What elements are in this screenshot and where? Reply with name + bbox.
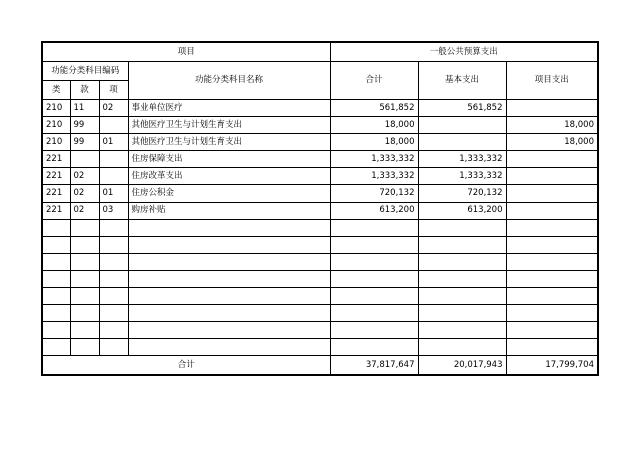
- name-cell: 住房改革支出: [128, 168, 330, 185]
- empty-cell: [42, 288, 70, 305]
- empty-cell: [330, 253, 418, 270]
- empty-cell: [330, 322, 418, 339]
- empty-cell: [128, 270, 330, 287]
- category-cell: 210: [42, 134, 70, 151]
- empty-cell: [99, 219, 128, 236]
- name-cell: 其他医疗卫生与计划生育支出: [128, 134, 330, 151]
- basic-cell: [418, 117, 506, 134]
- total-cell: 561,852: [330, 100, 418, 117]
- empty-cell: [70, 219, 99, 236]
- empty-cell: [70, 339, 99, 356]
- empty-cell: [99, 253, 128, 270]
- empty-cell: [99, 305, 128, 322]
- category-cell: 221: [42, 151, 70, 168]
- category-header: 类: [42, 81, 70, 100]
- project-cell: 18,000: [506, 134, 598, 151]
- empty-cell: [128, 322, 330, 339]
- general-budget-header: 一般公共预算支出: [330, 42, 598, 62]
- empty-cell: [418, 288, 506, 305]
- empty-cell: [330, 339, 418, 356]
- category-cell: 221: [42, 168, 70, 185]
- empty-cell: [418, 270, 506, 287]
- grand-project-cell: 17,799,704: [506, 356, 598, 376]
- function-code-header: 功能分类科目编码: [42, 62, 128, 81]
- empty-cell: [70, 236, 99, 253]
- empty-cell: [506, 339, 598, 356]
- empty-cell: [42, 253, 70, 270]
- category-cell: 221: [42, 202, 70, 219]
- budget-expenditure-table: [41, 41, 599, 376]
- item-cell: [99, 117, 128, 134]
- empty-cell: [506, 236, 598, 253]
- header-row-top: [42, 42, 598, 62]
- empty-cell: [99, 270, 128, 287]
- name-cell: 其他医疗卫生与计划生育支出: [128, 117, 330, 134]
- project-cell: [506, 151, 598, 168]
- total-header: 合计: [330, 62, 418, 100]
- item-cell: [99, 151, 128, 168]
- empty-cell: [330, 219, 418, 236]
- total-cell: 1,333,332: [330, 151, 418, 168]
- empty-cell: [128, 236, 330, 253]
- section-cell: 02: [70, 168, 99, 185]
- table-row: [42, 168, 598, 185]
- empty-cell: [506, 270, 598, 287]
- empty-cell: [42, 236, 70, 253]
- basic-cell: 1,333,332: [418, 168, 506, 185]
- empty-cell: [70, 322, 99, 339]
- item-cell: 02: [99, 100, 128, 117]
- table-row: [42, 117, 598, 134]
- empty-cell: [418, 236, 506, 253]
- empty-cell: [506, 305, 598, 322]
- section-cell: 11: [70, 100, 99, 117]
- project-cell: [506, 100, 598, 117]
- project-header: 项目: [42, 42, 330, 62]
- empty-row: [42, 270, 598, 287]
- empty-cell: [330, 288, 418, 305]
- empty-cell: [418, 219, 506, 236]
- empty-row: [42, 322, 598, 339]
- grand-total-cell: 37,817,647: [330, 356, 418, 376]
- empty-row: [42, 339, 598, 356]
- empty-cell: [99, 339, 128, 356]
- total-row: [42, 356, 598, 376]
- empty-row: [42, 236, 598, 253]
- table-row: [42, 185, 598, 202]
- section-cell: 99: [70, 117, 99, 134]
- total-cell: 18,000: [330, 117, 418, 134]
- table-row: [42, 100, 598, 117]
- empty-cell: [42, 219, 70, 236]
- empty-row: [42, 253, 598, 270]
- empty-cell: [506, 219, 598, 236]
- empty-cell: [70, 305, 99, 322]
- total-cell: 613,200: [330, 202, 418, 219]
- empty-cell: [128, 339, 330, 356]
- section-cell: [70, 151, 99, 168]
- total-cell: 18,000: [330, 134, 418, 151]
- item-cell: [99, 168, 128, 185]
- name-cell: 住房公积金: [128, 185, 330, 202]
- item-cell: 01: [99, 134, 128, 151]
- basic-cell: [418, 134, 506, 151]
- empty-cell: [42, 322, 70, 339]
- empty-row: [42, 219, 598, 236]
- section-cell: 99: [70, 134, 99, 151]
- project-expenditure-header: 项目支出: [506, 62, 598, 100]
- empty-cell: [418, 339, 506, 356]
- basic-cell: 561,852: [418, 100, 506, 117]
- empty-cell: [506, 288, 598, 305]
- function-name-header: 功能分类科目名称: [128, 62, 330, 100]
- empty-cell: [418, 253, 506, 270]
- empty-cell: [70, 253, 99, 270]
- total-label: 合计: [42, 356, 330, 376]
- empty-cell: [99, 288, 128, 305]
- total-cell: 720,132: [330, 185, 418, 202]
- total-cell: 1,333,332: [330, 168, 418, 185]
- table-row: [42, 202, 598, 219]
- grand-basic-cell: 20,017,943: [418, 356, 506, 376]
- empty-cell: [42, 339, 70, 356]
- item-cell: 01: [99, 185, 128, 202]
- empty-cell: [418, 305, 506, 322]
- empty-cell: [330, 236, 418, 253]
- empty-row: [42, 305, 598, 322]
- empty-cell: [418, 322, 506, 339]
- empty-cell: [128, 219, 330, 236]
- section-cell: 02: [70, 202, 99, 219]
- item-cell: 03: [99, 202, 128, 219]
- project-cell: [506, 185, 598, 202]
- empty-cell: [42, 270, 70, 287]
- category-cell: 210: [42, 117, 70, 134]
- table-row: [42, 134, 598, 151]
- name-cell: 购房补贴: [128, 202, 330, 219]
- empty-row: [42, 288, 598, 305]
- empty-cell: [42, 305, 70, 322]
- empty-cell: [99, 322, 128, 339]
- basic-expenditure-header: 基本支出: [418, 62, 506, 100]
- name-cell: 住房保障支出: [128, 151, 330, 168]
- item-header: 项: [99, 81, 128, 100]
- table-row: [42, 151, 598, 168]
- empty-cell: [70, 270, 99, 287]
- name-cell: 事业单位医疗: [128, 100, 330, 117]
- empty-cell: [330, 305, 418, 322]
- basic-cell: 1,333,332: [418, 151, 506, 168]
- basic-cell: 720,132: [418, 185, 506, 202]
- project-cell: [506, 168, 598, 185]
- empty-cell: [128, 305, 330, 322]
- header-row-middle: [42, 62, 598, 81]
- empty-cell: [330, 270, 418, 287]
- empty-cell: [506, 253, 598, 270]
- project-cell: [506, 202, 598, 219]
- empty-cell: [506, 322, 598, 339]
- empty-cell: [128, 253, 330, 270]
- category-cell: 221: [42, 185, 70, 202]
- empty-cell: [99, 236, 128, 253]
- section-cell: 02: [70, 185, 99, 202]
- project-cell: 18,000: [506, 117, 598, 134]
- basic-cell: 613,200: [418, 202, 506, 219]
- empty-cell: [70, 288, 99, 305]
- category-cell: 210: [42, 100, 70, 117]
- section-header: 款: [70, 81, 99, 100]
- empty-cell: [128, 288, 330, 305]
